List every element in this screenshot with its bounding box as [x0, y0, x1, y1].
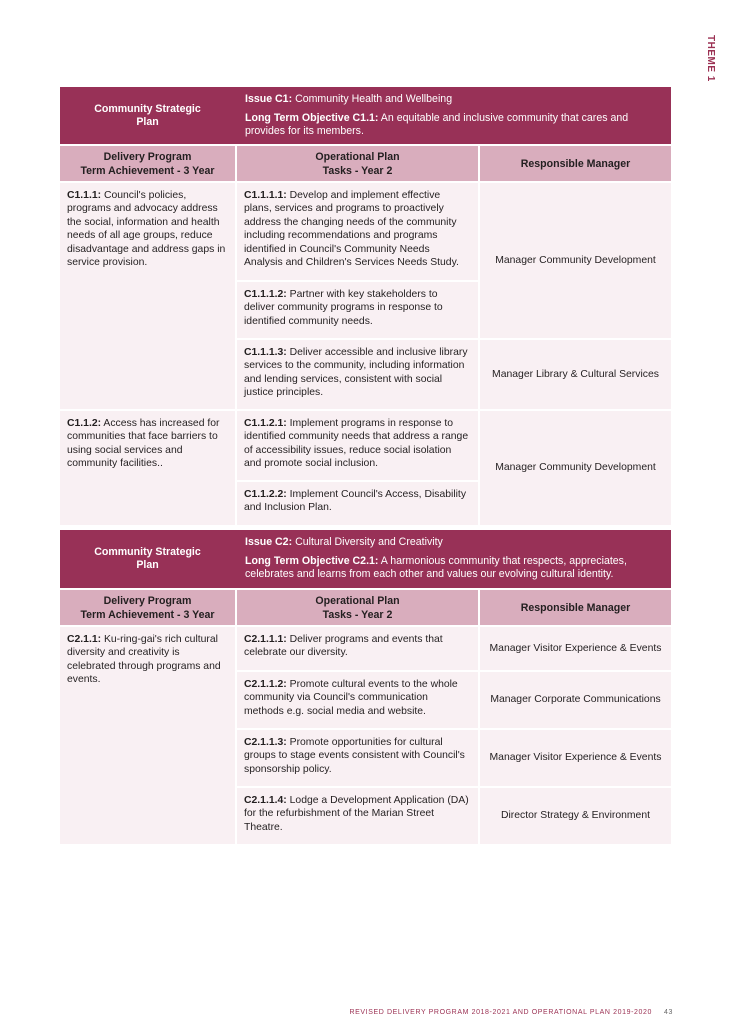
col-header-manager: Responsible Manager	[480, 588, 671, 625]
col-header-delivery: Delivery Program Term Achievement - 3 Year	[60, 144, 235, 181]
col-header-operational: Operational Plan Tasks - Year 2	[235, 588, 480, 625]
task-cell: C2.1.1.2: Promote cultural events to the whole community via Council's communication methods e.g. social media and website.	[235, 670, 480, 728]
footer-text: REVISED DELIVERY PROGRAM 2018-2021 AND OPERATIONAL PLAN 2019-2020	[349, 1009, 652, 1016]
col-header-operational: Operational Plan Tasks - Year 2	[235, 144, 480, 181]
task-cell: C2.1.1.1: Deliver programs and events that celebrate our diversity.	[235, 625, 480, 670]
task-cell: C1.1.2.1: Implement programs in response to identified community needs that address a range of accessibility issues, reduce social isolation and promote social inclusion.	[235, 409, 480, 480]
task-cell: C1.1.1.3: Deliver accessible and inclusive library services to the community, including information and lending services, consistent with social justice principles.	[235, 338, 480, 409]
section-c2-table	[60, 530, 671, 844]
col-header-manager: Responsible Manager	[480, 144, 671, 181]
issue-header: Issue C2: Cultural Diversity and Creativity Long Term Objective C2.1: A harmonious community that respects, appreciates, celebrates and learns from each other and values our evolving cultural identity.	[235, 530, 671, 588]
manager-cell: Manager Community Development	[480, 181, 671, 338]
col-header-delivery: Delivery Program Term Achievement - 3 Year	[60, 588, 235, 625]
achievement-cell: C1.1.1: Council's policies, programs and advocacy address the social, information and health needs of all age groups, reduce disadvantage and address gaps in service provision.	[60, 181, 235, 409]
manager-cell: Director Strategy & Environment	[480, 786, 671, 844]
task-cell: C2.1.1.4: Lodge a Development Application (DA) for the refurbishment of the Marian Street Theatre.	[235, 786, 480, 844]
manager-cell: Manager Corporate Communications	[480, 670, 671, 728]
manager-cell: Manager Library & Cultural Services	[480, 338, 671, 409]
manager-cell: Manager Community Development	[480, 409, 671, 525]
task-cell: C2.1.1.3: Promote opportunities for cultural groups to stage events consistent with Council's sponsorship policy.	[235, 728, 480, 786]
task-cell: C1.1.2.2: Implement Council's Access, Disability and Inclusion Plan.	[235, 480, 480, 525]
page-footer	[300, 1009, 673, 1016]
theme-label: THEME 1	[705, 35, 716, 82]
page-number: 43	[664, 1009, 673, 1016]
task-cell: C1.1.1.2: Partner with key stakeholders to deliver community programs in response to identified community needs.	[235, 280, 480, 338]
achievement-cell: C2.1.1: Ku-ring-gai's rich cultural diversity and creativity is celebrated through programs and events.	[60, 625, 235, 844]
achievement-cell: C1.1.2: Access has increased for communities that face barriers to using social services and community facilities..	[60, 409, 235, 525]
issue-header: Issue C1: Community Health and Wellbeing Long Term Objective C1.1: An equitable and inclusive community that cares and provides for its members.	[235, 87, 671, 144]
task-cell: C1.1.1.1: Develop and implement effective plans, services and programs to proactively address the changing needs of the community including recommendations and programs identified in Council's Community Needs Analysis and Children's Services Needs Study.	[235, 181, 480, 280]
manager-cell: Manager Visitor Experience & Events	[480, 728, 671, 786]
section-c1-table	[60, 87, 671, 525]
csp-label: Community Strategic Plan	[60, 87, 235, 144]
manager-cell: Manager Visitor Experience & Events	[480, 625, 671, 670]
csp-label: Community Strategic Plan	[60, 530, 235, 588]
